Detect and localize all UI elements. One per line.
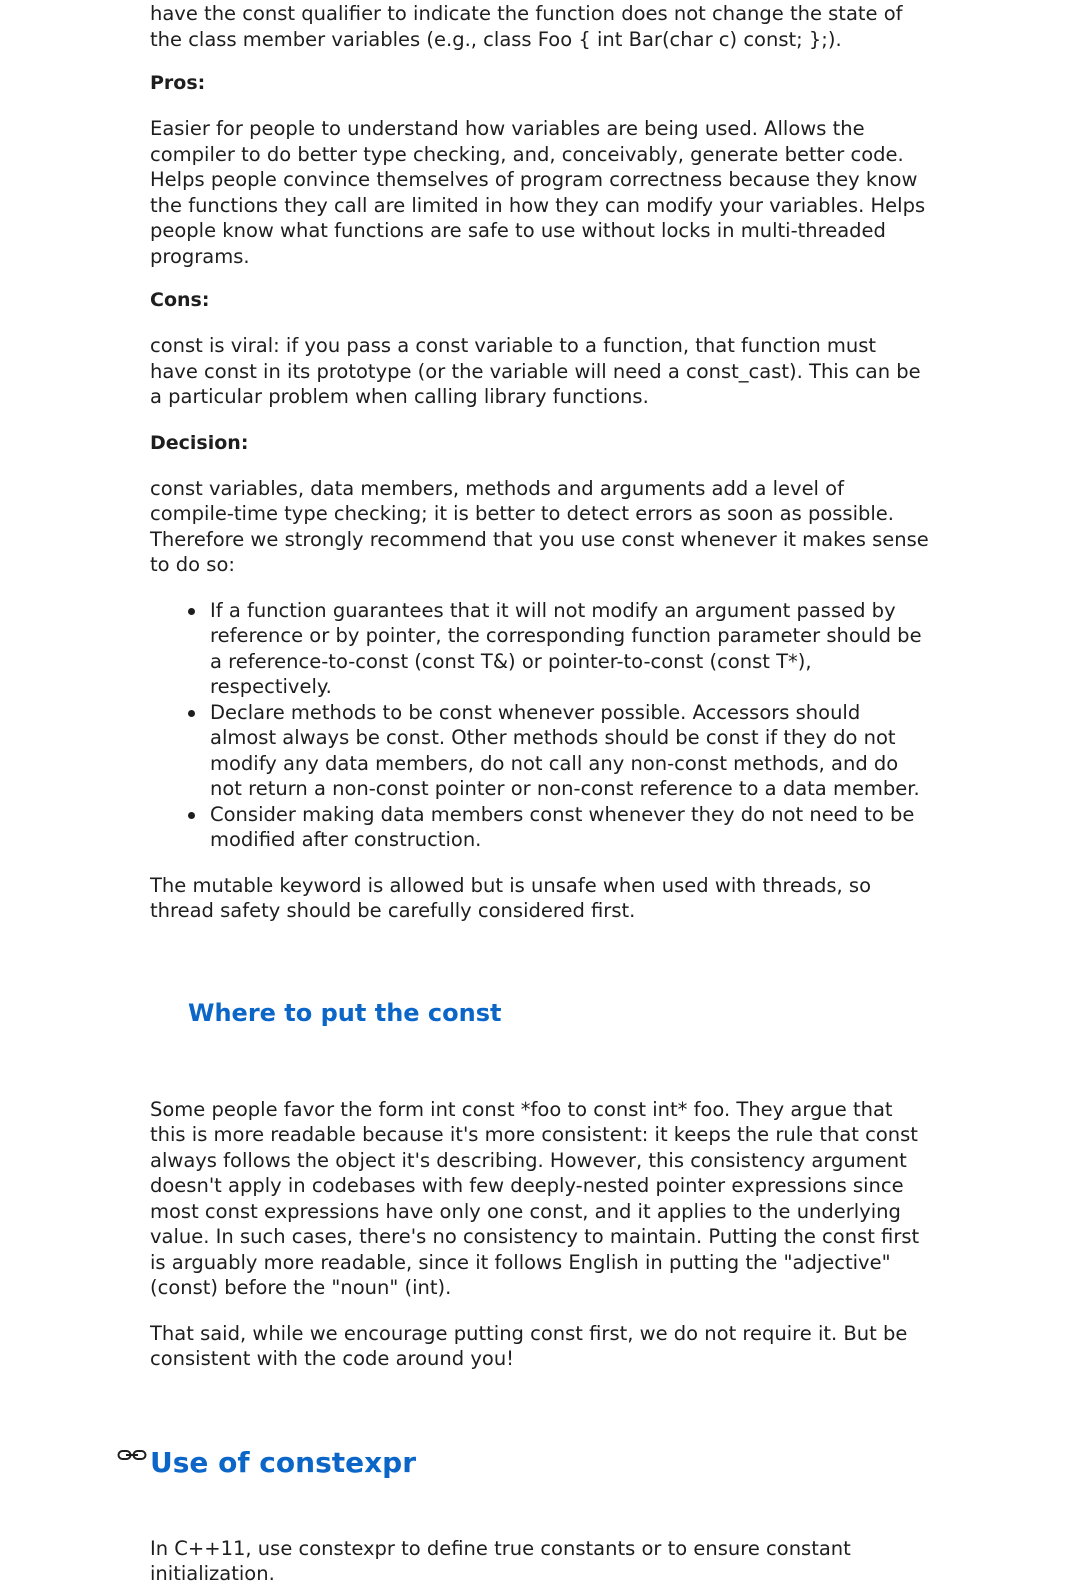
link-anchor-icon[interactable] xyxy=(117,1448,147,1462)
decision-label: Decision: xyxy=(150,431,249,454)
where-to-put-paragraph-1: Some people favor the form int const *foo to const int* foo. They argue that this is more readable because it's more consistent: it keeps the rule that const always follows the object it's describing. However, this consistency argument doesn't apply in codebases with few deeply-nested pointer expressions since most const expressions have only one const, and it applies to the underlying value. In such cases, there's no consistency to maintain. Putting the const first is arguably more readable, since it follows English in putting the "adjective" (const) before the "noun" (int). xyxy=(150,1097,920,1299)
list-item-text: Declare methods to be const whenever possible. Accessors should almost always be const. Other methods should be const if they do not modify any data members, do not call any non-const methods, and do not return a non-const pointer or non-const reference to a data member. xyxy=(210,700,920,800)
bullet-icon xyxy=(188,812,195,819)
list-item xyxy=(210,700,930,802)
cons-label: Cons: xyxy=(150,289,210,311)
pros-paragraph: Easier for people to understand how variables are being used. Allows the compiler to do better type checking, and, conceivably, generate better code. Helps people convince themselves of program correctness because they know the functions they call are limited in how they can modify your variables. Helps people know what functions are safe to use without locks in multi-threaded programs. xyxy=(150,117,926,268)
intro-continued-paragraph: have the const qualifier to indicate the function does not change the state of the class member variables (e.g., class Foo { int Bar(char c) const; };). xyxy=(150,2,903,51)
mutable-note-paragraph: The mutable keyword is allowed but is unsafe when used with threads, so thread safety should be carefully considered first. xyxy=(150,873,872,922)
constexpr-heading-text: Use of constexpr xyxy=(150,1445,417,1479)
list-item-text: If a function guarantees that it will not modify an argument passed by reference or by pointer, the corresponding function parameter should be a reference-to-const (const T&) or pointer-to-const (const T*), respectively. xyxy=(210,598,922,698)
constexpr-paragraph: In C++11, use constexpr to define true constants or to ensure constant initialization. xyxy=(150,1536,851,1585)
list-item-text: Consider making data members const whenever they do not need to be modified after construction. xyxy=(210,802,915,851)
constexpr-heading xyxy=(150,1446,930,1480)
where-to-put-heading: Where to put the const xyxy=(188,998,502,1027)
article-content xyxy=(150,0,930,1587)
bullet-icon xyxy=(188,710,195,717)
list-item xyxy=(210,598,930,700)
where-to-put-paragraph-2: That said, while we encourage putting const first, we do not require it. But be consistent with the code around you! xyxy=(150,1321,908,1370)
list-item xyxy=(210,802,930,853)
decision-paragraph: const variables, data members, methods and arguments add a level of compile-time type checking; it is better to detect errors as soon as possible. Therefore we strongly recommend that you use const whenever it makes sense to do so: xyxy=(150,476,929,576)
decision-bullet-list xyxy=(150,598,930,853)
bullet-icon xyxy=(188,608,195,615)
cons-paragraph: const is viral: if you pass a const variable to a function, that function must have const in its prototype (or the variable will need a const_cast). This can be a particular problem when calling library functions. xyxy=(150,334,921,408)
pros-label: Pros: xyxy=(150,72,206,94)
